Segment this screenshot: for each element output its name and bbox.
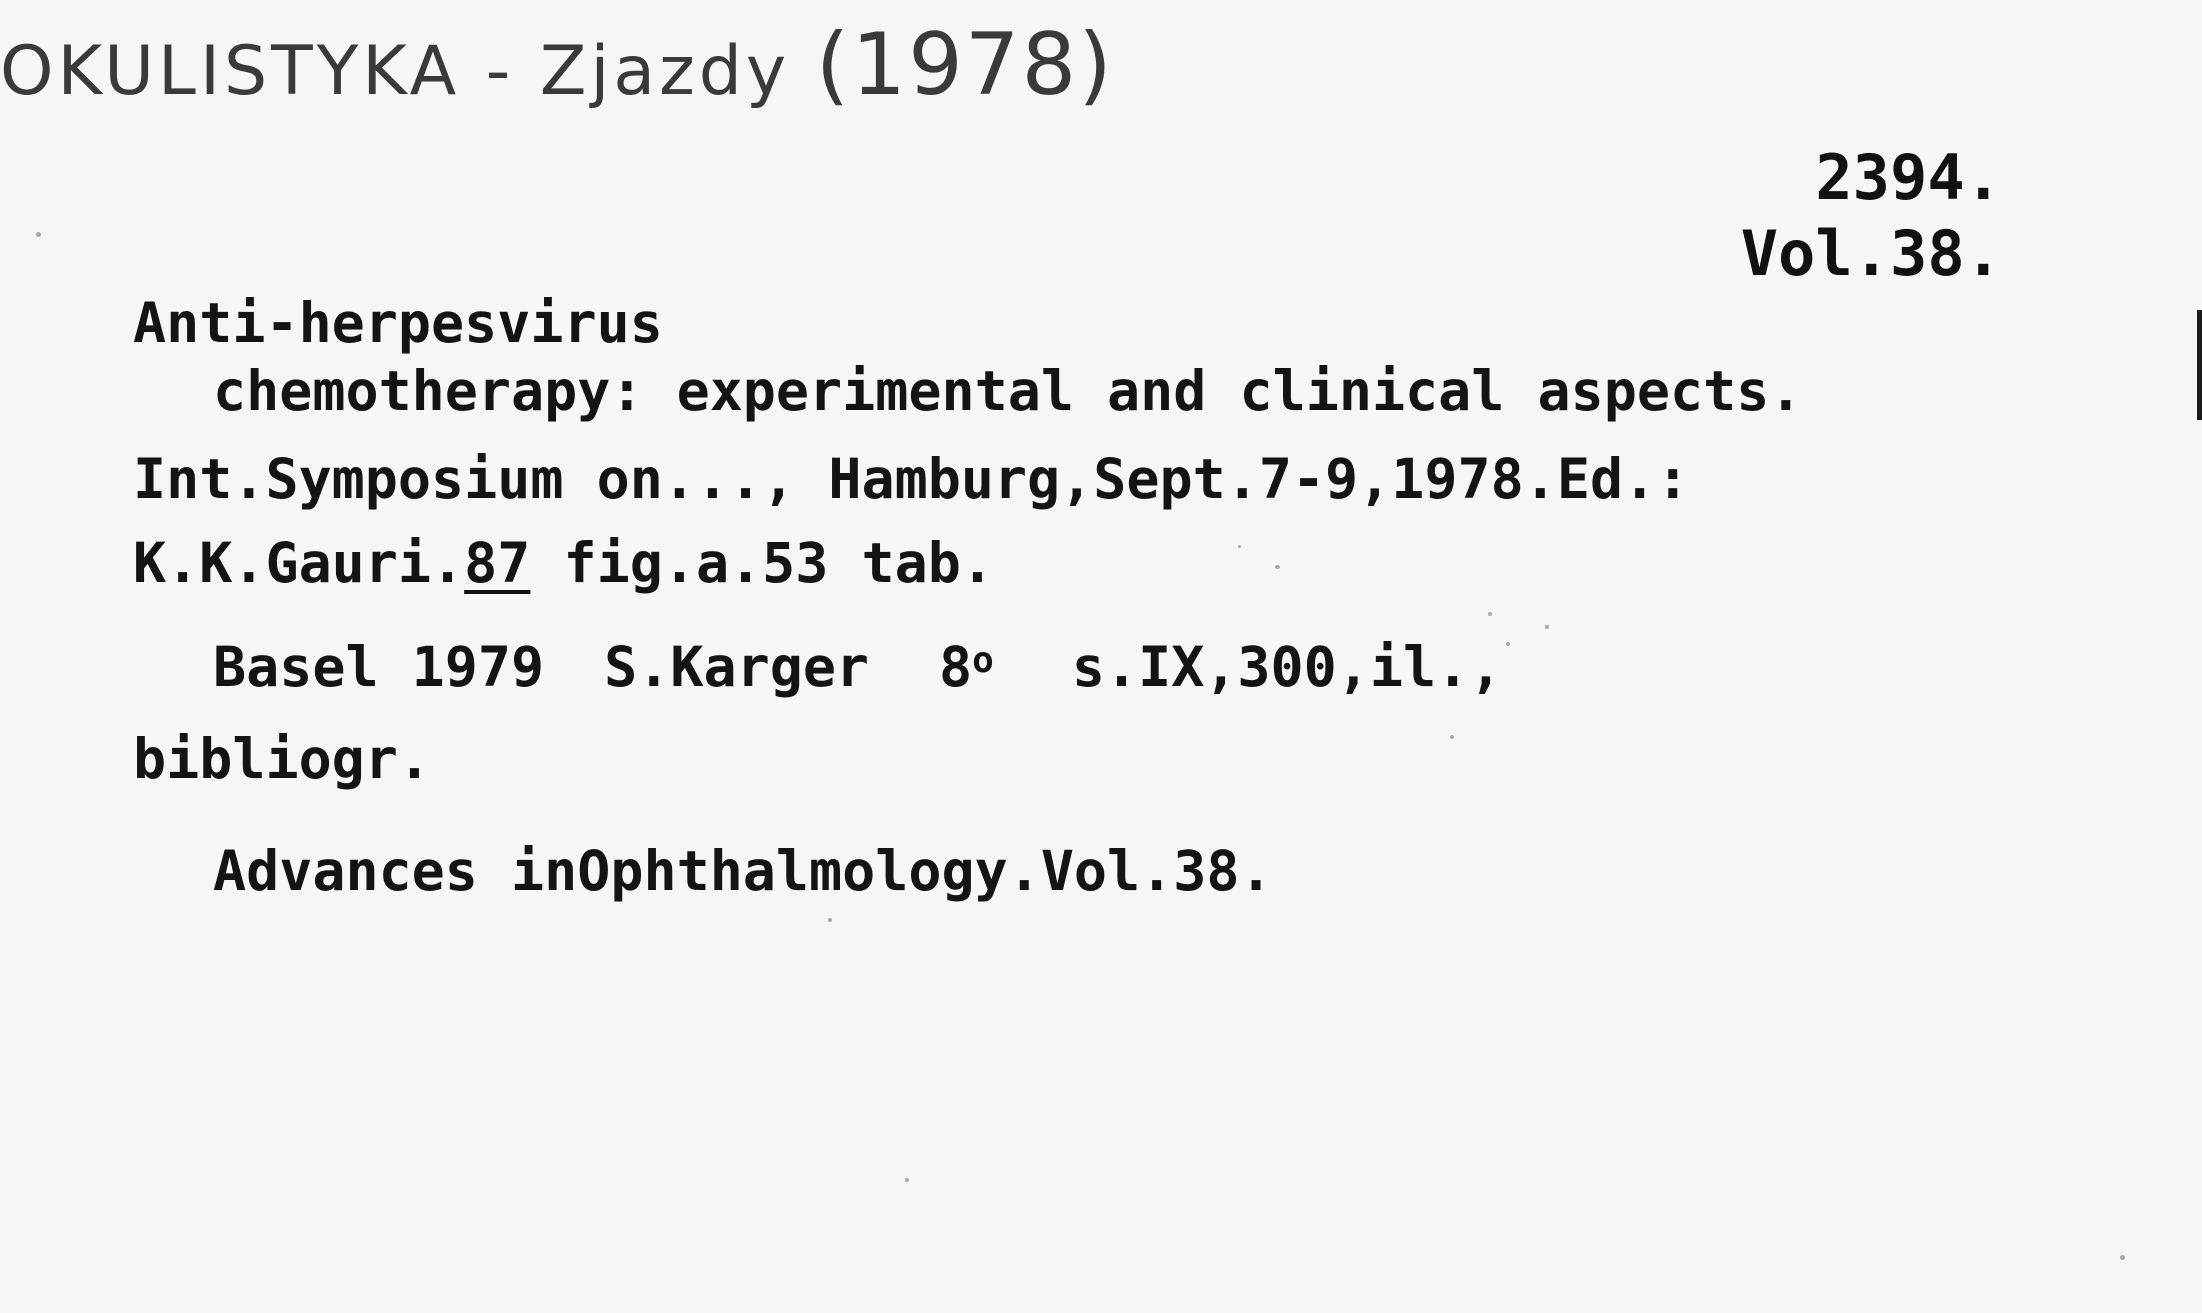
imprint-pagination: s.IX,300,il., — [1071, 635, 1503, 699]
conference-line: Int.Symposium on..., Hamburg,Sept.7-9,1978.Ed.: — [133, 447, 1690, 511]
speck — [36, 232, 41, 237]
heading-year: (1978) — [815, 15, 1114, 115]
speck — [1238, 545, 1241, 548]
handwritten-heading — [0, 15, 1114, 115]
speck — [2120, 1255, 2125, 1260]
speck — [1275, 565, 1280, 569]
speck — [828, 918, 832, 922]
title-line-2: chemotherapy: experimental and clinical aspects. — [213, 359, 1803, 423]
bibliography-note: bibliogr. — [133, 727, 432, 791]
title-line-1: Anti-herpesvirus — [133, 291, 663, 355]
series-note: Advances inOphthalmology.Vol.38. — [213, 839, 1273, 903]
format-degree: o — [972, 640, 994, 681]
editor-name: K.K.Gauri. — [133, 531, 465, 595]
figures-number: 87 — [464, 531, 531, 595]
speck — [1506, 642, 1510, 646]
card-edge-shadow — [2197, 310, 2202, 420]
volume-number: Vol.38. — [1740, 217, 2002, 290]
speck — [1488, 612, 1492, 616]
format-number: 8 — [939, 635, 973, 699]
call-number-block — [1741, 140, 2002, 292]
heading-subject: OKULISTYKA - Zjazdy — [0, 32, 791, 111]
call-number: 2394. — [1815, 141, 2002, 214]
imprint-publisher: S.Karger — [604, 635, 870, 699]
speck — [1450, 735, 1454, 739]
editor-line — [133, 531, 994, 595]
speck — [905, 1178, 909, 1182]
imprint-format — [939, 635, 994, 699]
speck — [1545, 625, 1549, 629]
imprint-place-year: Basel 1979 — [213, 635, 545, 699]
figures-tables: fig.a.53 tab. — [530, 531, 994, 595]
imprint-line — [213, 635, 1503, 699]
